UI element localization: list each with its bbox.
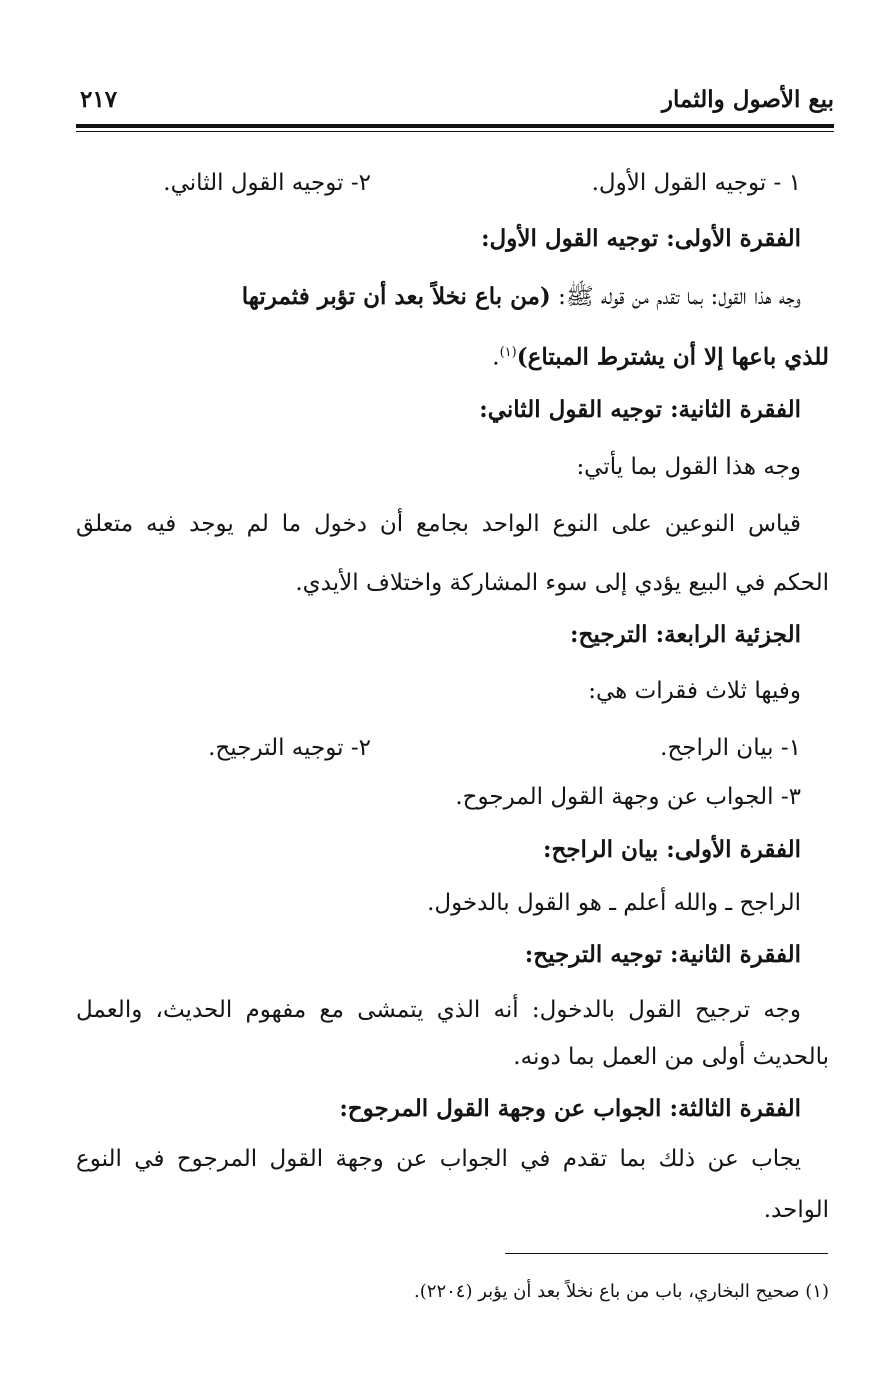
list-row-1 [76, 166, 801, 200]
header-rule-thick [76, 124, 834, 128]
footnote: (١) صحيح البخاري، باب من باع نخلاً بعد أن يؤبر (٢٢٠٤). [414, 1281, 829, 1302]
footnote-ref: (١) [499, 345, 517, 360]
section-heading: الفقرة الثانية: توجيه الترجيح: [524, 941, 801, 968]
header-rule-thin [76, 131, 834, 132]
hadith-quote: (من باع نخلاً بعد أن تؤبر فثمرتها [241, 283, 551, 310]
paragraph-line [76, 336, 829, 375]
list-item-2: ٢- توجيه القول الثاني. [163, 170, 371, 196]
paragraph-line: الراجح ـ والله أعلم ـ هو القول بالدخول. [427, 890, 801, 916]
paragraph-line: قياس النوعين على النوع الواحد بجامع أن دخول ما لم يوجد فيه متعلق [76, 511, 801, 537]
list-item-3: ٣- الجواب عن وجهة القول المرجوح. [455, 784, 801, 810]
page-number: ٢١٧ [80, 86, 118, 113]
text-run: . [492, 344, 500, 371]
section-heading: الفقرة الثالثة: الجواب عن وجهة القول المرجوح: [339, 1095, 801, 1122]
paragraph-line: وفيها ثلاث فقرات هي: [588, 678, 801, 704]
paragraph-line: يجاب عن ذلك بما تقدم في الجواب عن وجهة القول المرجوح في النوع [76, 1146, 801, 1172]
paragraph-line: الواحد. [763, 1197, 829, 1223]
section-heading: الفقرة الأولى: بيان الراجح: [543, 836, 801, 863]
page-header [76, 80, 834, 122]
list-item-1: ١ - توجيه القول الأول. [591, 170, 801, 196]
footnote-divider [505, 1253, 828, 1254]
hadith-quote: للذي باعها إلا أن يشترط المبتاع) [516, 343, 829, 371]
list-item-1: ١- بيان الراجح. [660, 735, 801, 761]
paragraph-line: وجه ترجيح القول بالدخول: أنه الذي يتمشى مع مفهوم الحديث، والعمل [76, 997, 801, 1023]
section-heading: الفقرة الثانية: توجيه القول الثاني: [479, 396, 801, 423]
list-row-2 [76, 731, 801, 765]
text-run: وجه هذا القول: بما تقدم من قوله ﷺ: [550, 284, 801, 310]
section-heading: الجزئية الرابعة: الترجيح: [570, 621, 801, 648]
list-item-2: ٢- توجيه الترجيح. [208, 735, 371, 761]
running-title: بيع الأصول والثمار [661, 86, 834, 113]
section-heading: الفقرة الأولى: توجيه القول الأول: [481, 225, 801, 252]
paragraph-line [76, 280, 801, 314]
paragraph-line: بالحديث أولى من العمل بما دونه. [513, 1044, 829, 1070]
paragraph-line: وجه هذا القول بما يأتي: [576, 454, 801, 480]
paragraph-line: الحكم في البيع يؤدي إلى سوء المشاركة واختلاف الأيدي. [295, 570, 829, 596]
